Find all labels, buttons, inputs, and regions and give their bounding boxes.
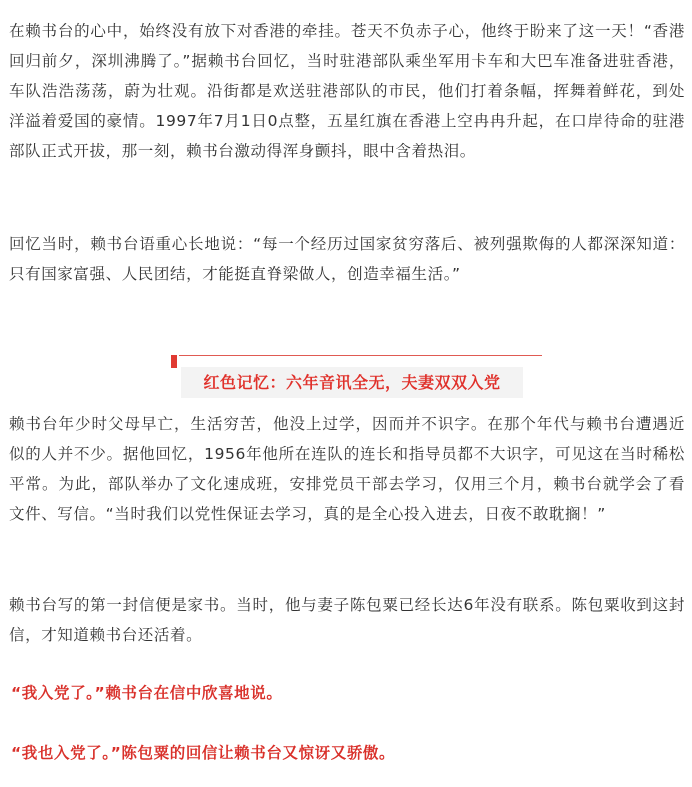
paragraph-first-letter: 赖书台写的第一封信便是家书。当时，他与妻子陈包粟已经长达6年没有联系。陈包粟收到这封信，才知道赖书台还活着。: [9, 596, 685, 644]
section-heading: 红色记忆：六年音讯全无，夫妻双双入党: [203, 373, 501, 392]
paragraph-recollection: 回忆当时，赖书台语重心长地说：“每一个经历过国家贫穷落后、被列强欺侮的人都深深知道：只有国家富强、人民团结，才能挺直脊梁做人，创造幸福生活。”: [9, 235, 685, 283]
paragraph-hong-kong-return: 在赖书台的心中，始终没有放下对香港的牵挂。苍天不负赤子心，他终于盼来了这一天！“香港回归前夕，深圳沸腾了。”据赖书台回忆，当时驻港部队乘坐军用卡车和大巴车准备进驻香港，车队浩浩荡荡，蔚为壮观。沿街都是欢送驻港部队的市民，他们打着条幅，挥舞着鲜花，到处洋溢着爱国的豪情。1997年7月1日0点整，五星红旗在香港上空冉冉升起，在口岸待命的驻港部队正式开拔，那一刻，赖书台激动得浑身颤抖，眼中含着热泪。: [9, 22, 685, 160]
section-divider-line: [179, 355, 542, 356]
highlight-quote-wife: “我也入党了。”陈包粟的回信让赖书台又惊讶又骄傲。: [11, 744, 396, 762]
paragraph-literacy-class: 赖书台年少时父母早亡，生活穷苦，他没上过学，因而并不识字。在那个年代与赖书台遭遇近似的人并不少。据他回忆，1956年他所在连队的连长和指导员都不大识字，可见这在当时稀松平常。为此，部队举办了文化速成班，安排党员干部去学习，仅用三个月，赖书台就学会了看文件、写信。“当时我们以党性保证去学习，真的是全心投入进去，日夜不敢耽搁！”: [9, 415, 685, 523]
highlight-quote-husband: “我入党了。”赖书台在信中欣喜地说。: [11, 684, 283, 702]
section-accent-bar: [171, 355, 177, 368]
